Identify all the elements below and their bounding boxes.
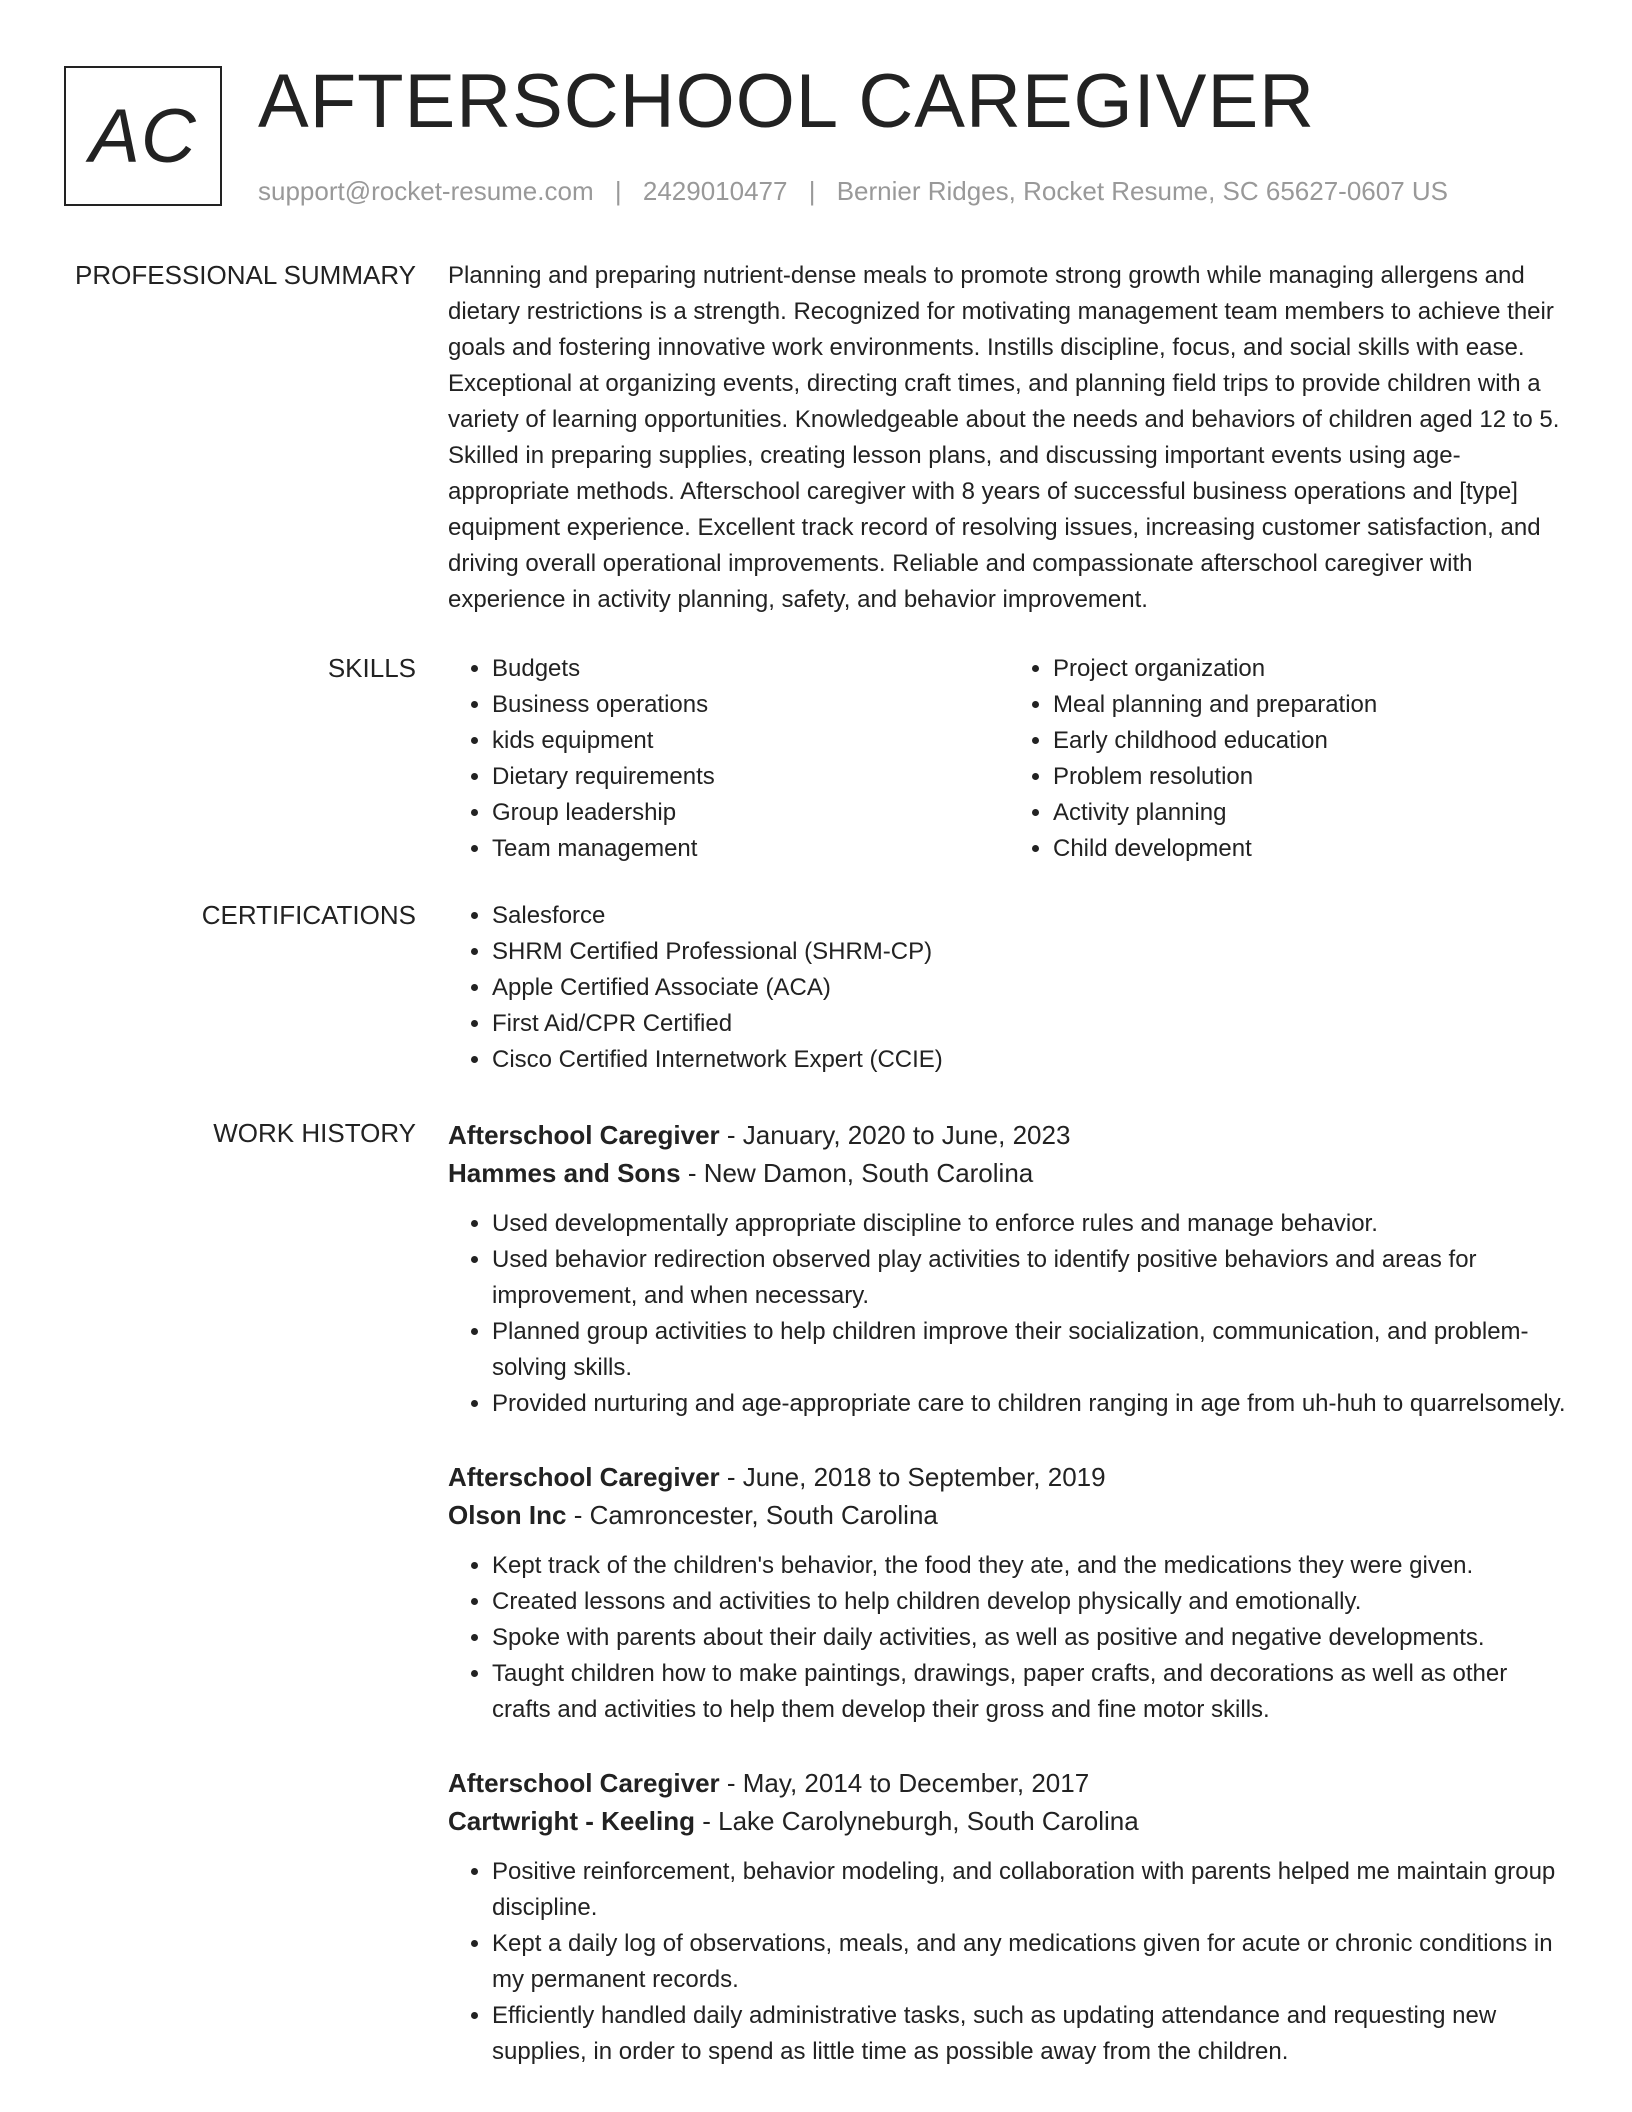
contact-separator: | <box>808 176 816 206</box>
list-item: • Activity planning <box>1053 795 1570 831</box>
list-item: • Positive reinforcement, behavior modeling, and collaboration with parents helped me maintain group discipline. <box>492 1854 1570 1926</box>
certifications-list <box>448 898 1570 1078</box>
skills-body <box>448 651 1570 867</box>
summary-body <box>448 258 1570 618</box>
monogram-logo: AC <box>64 66 222 206</box>
contact-separator: | <box>614 176 622 206</box>
list-item: • Used behavior redirection observed play activities to identify positive behaviors and areas for improvement, and when necessary. <box>492 1242 1570 1314</box>
list-item: • Efficiently handled daily administrative tasks, such as updating attendance and requesting new supplies, in order to spend as little time as possible away from the children. <box>492 1998 1570 2070</box>
job-company-line <box>448 1496 1570 1534</box>
list-item: • Kept a daily log of observations, meals, and any medications given for acute or chronic conditions in my permanent records. <box>492 1926 1570 1998</box>
list-item: • Budgets <box>492 651 1009 687</box>
section-heading: SKILLS <box>327 653 416 683</box>
job-company-line <box>448 1802 1570 1840</box>
job-bullets <box>448 1854 1570 2070</box>
list-item: • Group leadership <box>492 795 1009 831</box>
list-item: • Early childhood education <box>1053 723 1570 759</box>
page-title: AFTERSCHOOL CAREGIVER <box>258 59 1316 144</box>
list-item: • Apple Certified Associate (ACA) <box>492 970 1570 1006</box>
job-title: Afterschool Caregiver <box>448 1768 720 1798</box>
list-item: • Cisco Certified Internetwork Expert (CCIE) <box>492 1042 1570 1078</box>
list-item: • Spoke with parents about their daily activities, as well as positive and negative developments. <box>492 1620 1570 1656</box>
list-item: • Project organization <box>1053 651 1570 687</box>
list-item: • Used developmentally appropriate discipline to enforce rules and manage behavior. <box>492 1206 1570 1242</box>
section-heading: WORK HISTORY <box>213 1118 416 1148</box>
job-title: Afterschool Caregiver <box>448 1120 720 1150</box>
job-dates: - January, 2020 to June, 2023 <box>719 1120 1071 1150</box>
job-location: - Lake Carolyneburgh, South Carolina <box>695 1806 1139 1836</box>
job-entry <box>448 1764 1570 2070</box>
list-item: • First Aid/CPR Certified <box>492 1006 1570 1042</box>
list-item: • Dietary requirements <box>492 759 1009 795</box>
list-item: • Kept track of the children's behavior, the food they ate, and the medications they were given. <box>492 1548 1570 1584</box>
list-item: • Provided nurturing and age-appropriate care to children ranging in age from uh-huh to quarrelsomely. <box>492 1386 1570 1422</box>
job-company: Olson Inc <box>448 1500 567 1530</box>
contact-email[interactable]: support@rocket-resume.com <box>258 176 594 206</box>
job-dates: - May, 2014 to December, 2017 <box>719 1768 1090 1798</box>
list-item: • Meal planning and preparation <box>1053 687 1570 723</box>
section-heading: CERTIFICATIONS <box>201 900 416 930</box>
summary-text: Planning and preparing nutrient-dense meals to promote strong growth while managing allergens and dietary restrictions is a strength. Recognized for motivating management team members to achieve their goals and fostering innovative work environments. Instills discipline, focus, and social skills with ease. Exceptional at organizing events, directing craft times, and planning field trips to provide children with a variety of learning opportunities. Knowledgeable about the needs and behaviors of children aged 12 to 5. Skilled in preparing supplies, creating lesson plans, and discussing important events using age-appropriate methods. Afterschool caregiver with 8 years of successful business operations and [type] equipment experience. Excellent track record of resolving issues, increasing customer satisfaction, and driving overall operational improvements. Reliable and compassionate afterschool caregiver with experience in activity planning, safety, and behavior improvement. <box>448 262 1560 613</box>
certifications-body <box>448 898 1570 1078</box>
job-title-line <box>448 1116 1570 1154</box>
list-item: • Child development <box>1053 831 1570 867</box>
contact-address: Bernier Ridges, Rocket Resume, SC 65627-0607 US <box>836 176 1449 206</box>
contact-phone[interactable]: 2429010477 <box>642 176 788 206</box>
list-item: • kids equipment <box>492 723 1009 759</box>
skills-list-left <box>448 651 1009 867</box>
section-heading: PROFESSIONAL SUMMARY <box>75 260 416 290</box>
list-item: • SHRM Certified Professional (SHRM-CP) <box>492 934 1570 970</box>
skills-list-right <box>1009 651 1570 867</box>
contact-line <box>258 174 1448 208</box>
list-item: • Problem resolution <box>1053 759 1570 795</box>
list-item: • Taught children how to make paintings, drawings, paper crafts, and decorations as well as other crafts and activities to help them develop their gross and fine motor skills. <box>492 1656 1570 1728</box>
job-bullets <box>448 1548 1570 1728</box>
job-dates: - June, 2018 to September, 2019 <box>719 1462 1106 1492</box>
job-entry <box>448 1116 1570 1422</box>
job-location: - Camroncester, South Carolina <box>566 1500 938 1530</box>
job-title-line <box>448 1458 1570 1496</box>
job-company-line <box>448 1154 1570 1192</box>
work-history-body <box>448 1116 1570 2106</box>
job-company: Cartwright - Keeling <box>448 1806 696 1836</box>
job-company: Hammes and Sons <box>448 1158 681 1188</box>
job-entry <box>448 1458 1570 1728</box>
job-title-line <box>448 1764 1570 1802</box>
job-bullets <box>448 1206 1570 1422</box>
list-item: • Planned group activities to help children improve their socialization, communication, and problem-solving skills. <box>492 1314 1570 1386</box>
list-item: • Salesforce <box>492 898 1570 934</box>
job-location: - New Damon, South Carolina <box>680 1158 1034 1188</box>
list-item: • Team management <box>492 831 1009 867</box>
list-item: • Created lessons and activities to help children develop physically and emotionally. <box>492 1584 1570 1620</box>
list-item: • Business operations <box>492 687 1009 723</box>
job-title: Afterschool Caregiver <box>448 1462 720 1492</box>
